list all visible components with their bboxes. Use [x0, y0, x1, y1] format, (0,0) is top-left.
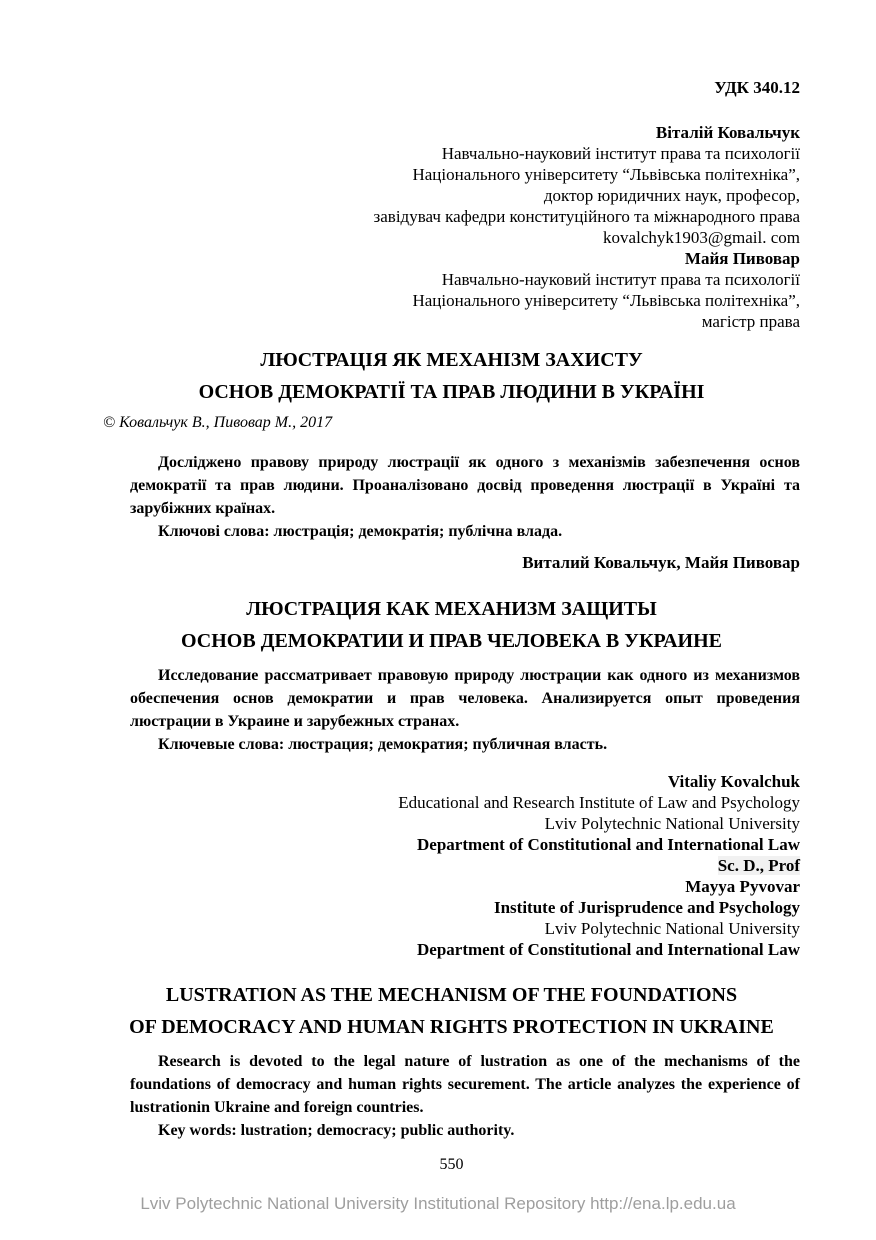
author-affiliation-line: Lviv Polytechnic National University [544, 919, 800, 938]
author-department-line: Department of Constitutional and International Law [417, 835, 800, 854]
author-affiliation-line: Institute of Jurisprudence and Psychology [493, 898, 800, 917]
author-name-ua-2: Майя Пивовар [684, 249, 800, 268]
article-title-ua-line1: ЛЮСТРАЦІЯ ЯК МЕХАНІЗМ ЗАХИСТУ [260, 349, 643, 371]
author-department-line: Department of Constitutional and International Law [417, 940, 800, 959]
abstract-en-keywords: Key words: lustration; democracy; public authority. [158, 1122, 515, 1139]
author-name-en-1: Vitaliy Kovalchuk [667, 772, 800, 791]
abstract-ru-body: Исследование рассматривает правовую природу люстрации как одного из механизмов обеспечения основ демократии и прав человека. Анализируется опыт проведения люстрации в Украине и зарубежных странах. [130, 667, 800, 730]
author-affiliation-line: Національного університету “Львівська політехніка”, [412, 165, 800, 184]
abstract-en [130, 1050, 800, 1142]
author-block-ua [103, 122, 800, 332]
repository-footer: Lviv Polytechnic National University Institutional Repository http://ena.lp.edu.ua [140, 1194, 736, 1213]
author-affiliation-line: Навчально-науковий інститут права та психології [441, 270, 800, 289]
author-affiliation-line: Навчально-науковий інститут права та психології [441, 144, 800, 163]
abstract-ua [130, 451, 800, 543]
article-title-ru [103, 593, 800, 657]
author-position-line: завідувач кафедри конституційного та міжнародного права [373, 207, 800, 226]
copyright-line: © Ковальчук В., Пивовар М., 2017 [103, 414, 333, 431]
article-title-ru-line1: ЛЮСТРАЦИЯ КАК МЕХАНИЗМ ЗАЩИТЫ [246, 598, 657, 620]
author-affiliation-line: Educational and Research Institute of Law and Psychology [398, 793, 800, 812]
article-title-en-line2: OF DEMOCRACY AND HUMAN RIGHTS PROTECTION IN UKRAINE [129, 1016, 774, 1038]
abstract-ua-body: Досліджено правову природу люстрації як одного з механізмів забезпечення основ демократії та прав людини. Проаналізовано досвід проведення люстрації в Україні та зарубіжних країнах. [130, 454, 800, 517]
author-affiliation-line: Національного університету “Львівська політехніка”, [412, 291, 800, 310]
page-number: 550 [439, 1156, 464, 1173]
abstract-en-body: Research is devoted to the legal nature of lustration as one of the mechanisms of the foundations of democracy and human rights securement. The article analyzes the experience of lustrationin Ukraine and foreign countries. [130, 1053, 800, 1116]
abstract-ru [130, 664, 800, 756]
abstract-ru-keywords: Ключевые слова: люстрация; демократия; публичная власть. [158, 736, 608, 753]
abstract-ua-keywords: Ключові слова: люстрація; демократія; публічна влада. [158, 523, 563, 540]
article-title-ua [103, 344, 800, 408]
article-title-en-line1: LUSTRATION AS THE MECHANISM OF THE FOUNDATIONS [165, 984, 738, 1006]
article-title-ua-line2: ОСНОВ ДЕМОКРАТІЇ ТА ПРАВ ЛЮДИНИ В УКРАЇНІ [198, 381, 705, 403]
author-degree-line: доктор юридичних наук, професор, [543, 186, 800, 205]
article-title-ru-line2: ОСНОВ ДЕМОКРАТИИ И ПРАВ ЧЕЛОВЕКА В УКРАИНЕ [181, 630, 722, 652]
author-degree-line: магістр права [701, 312, 800, 331]
author-degree-line [103, 855, 800, 876]
author-email: kovalchyk1903@gmail. com [603, 228, 800, 247]
byline-ru: Виталий Ковальчук, Майя Пивовар [522, 553, 800, 572]
udk-classifier: УДК 340.12 [714, 78, 800, 97]
author-block-en [103, 771, 800, 960]
author-name-ua-1: Віталій Ковальчук [655, 123, 800, 142]
author-name-en-2: Mayya Pyvovar [685, 877, 800, 896]
article-title-en [103, 979, 800, 1043]
author-affiliation-line: Lviv Polytechnic National University [544, 814, 800, 833]
highlighted-text: Sc. D., Prof [717, 856, 800, 875]
